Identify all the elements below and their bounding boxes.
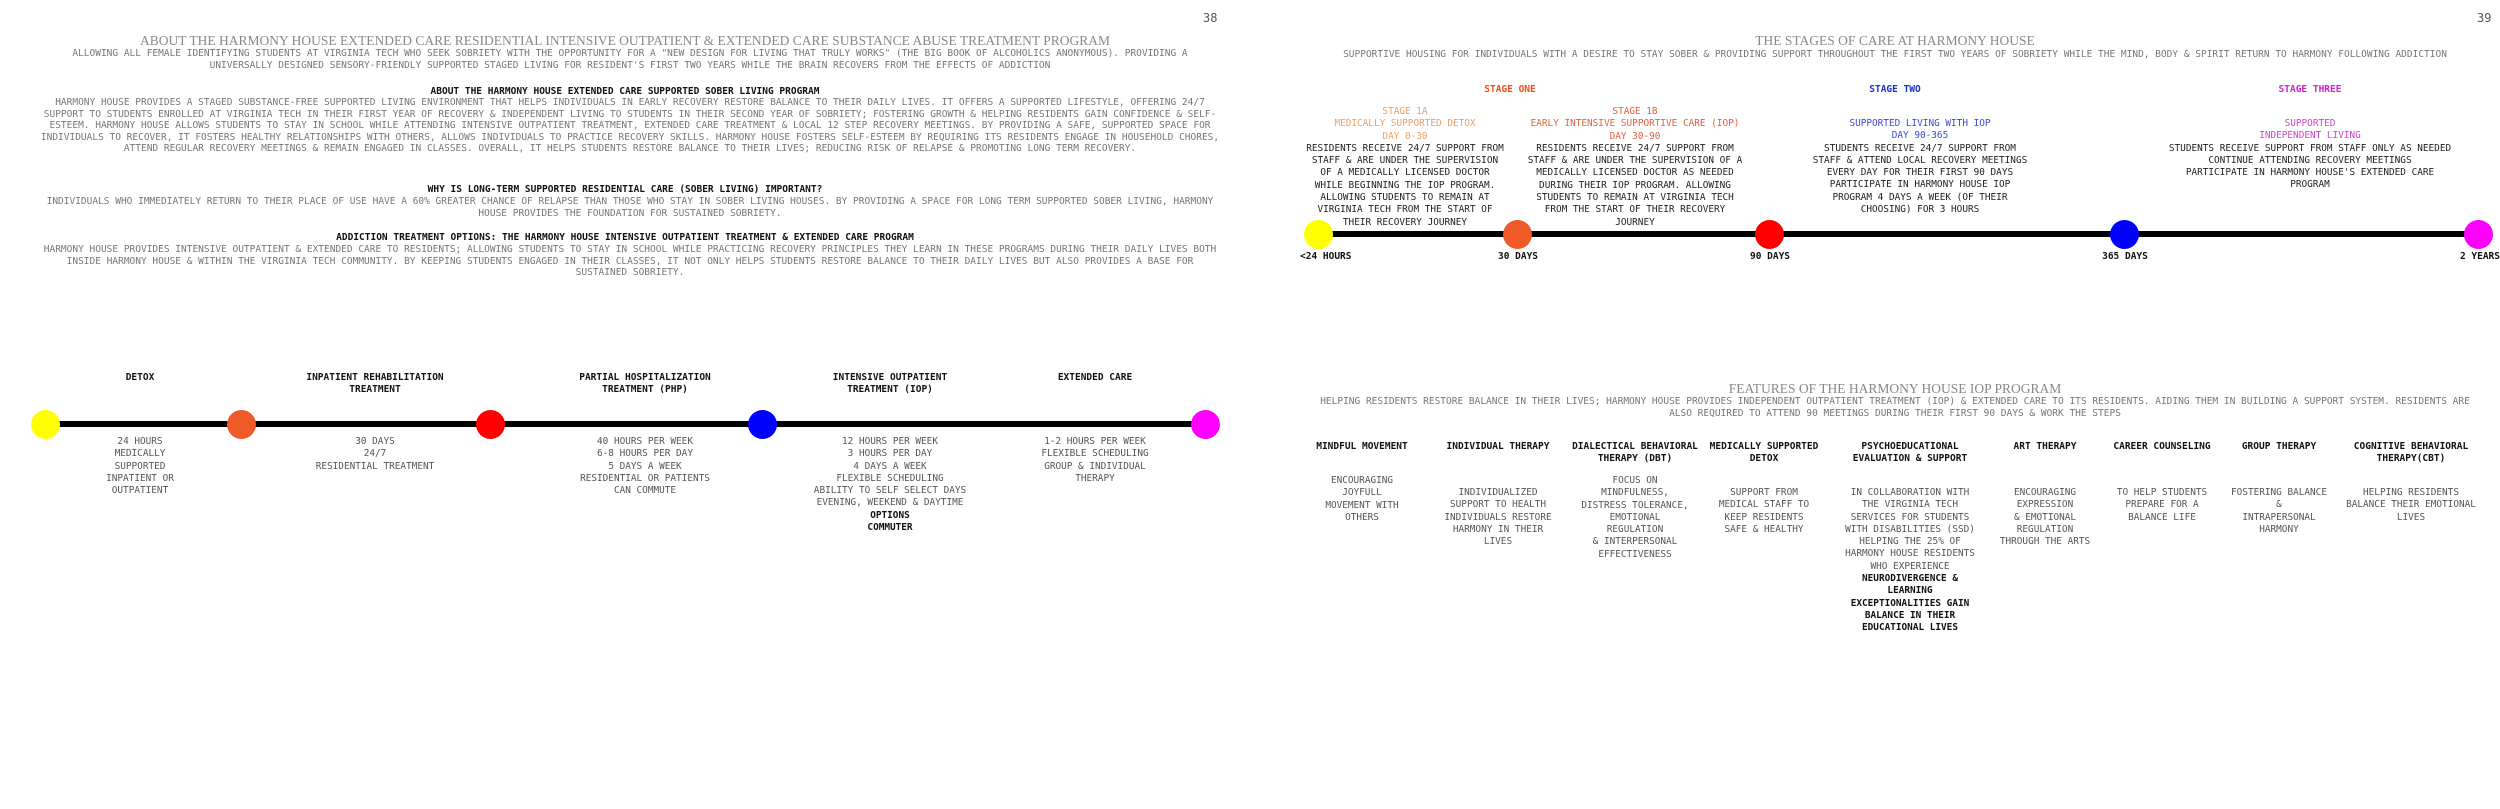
intro-text: ALLOWING ALL FEMALE IDENTIFYING STUDENTS AT VIRGINIA TECH WHO SEEK SOBRIETY WITH THE OPPORTUNITY FOR A "NEW DESIGN FOR LIVING THAT TRULY WORKS" (THE BIG BOOK OF ALCOHOLICS ANONYMOUS). PROVIDING A UNIVERSALLY DESIGNED SENSORY-FRIENDLY SUPPORTED STAGED LIVING FOR RESIDENT'S FIRST TWO YEARS WHILE THE BRAIN RECOVERS FROM THE EFFECTS OF ADDICTION: [72, 48, 1188, 71]
feature-mindful-movement: MINDFUL MOVEMENT ENCOURAGING JOYFULL MOVEMENT WITH OTHERS: [1316, 441, 1408, 523]
timeline-label-php: PARTIAL HOSPITALIZATION TREATMENT (PHP): [579, 372, 711, 395]
feature-psychoeducational: PSYCHOEDUCATIONAL EVALUATION & SUPPORT IN COLLABORATION WITH THE VIRGINIA TECH SERVICES FOR STUDENTS WITH DISABILITIES (SSD) HELPING THE 25% OF HARMONY HOUSE RESIDENTS WHO EXPERIENCE NEURODIVERGENCE & LEARNING EXCEPTIONALITIES GAIN BALANCE IN THEIR EDUCATIONAL LIVES: [1845, 441, 1975, 634]
stages-label-30d: 30 DAYS: [1497, 251, 1539, 262]
features-intro: HELPING RESIDENTS RESTORE BALANCE IN THEIR LIVES; HARMONY HOUSE PROVIDES INDEPENDENT OUTPATIENT TREATMENT (IOP) & EXTENDED CARE TO ITS RESIDENTS. AIDING THEM IN BUILDING A SUPPORT SYSTEM. RESIDENTS ARE ALSO REQUIRED TO ATTEND 90 MEETINGS DURING THEIR FIRST 90 DAYS & WORK THE STEPS: [1320, 396, 2470, 419]
page-title: THE STAGES OF CARE AT HARMONY HOUSE: [1755, 33, 2035, 48]
feature-art-therapy: ART THERAPY ENCOURAGING EXPRESSION & EMOTIONAL REGULATION THROUGH THE ARTS: [1999, 441, 2091, 548]
feature-career-counseling: CAREER COUNSELING TO HELP STUDENTS PREPARE FOR A BALANCE LIFE: [2113, 441, 2211, 523]
timeline-label-iop: INTENSIVE OUTPATIENT TREATMENT (IOP): [832, 372, 948, 395]
stages-dot-30d: [1503, 220, 1532, 249]
timeline-details-extended: 1-2 HOURS PER WEEK FLEXIBLE SCHEDULING GROUP & INDIVIDUAL THERAPY: [1041, 436, 1149, 484]
timeline-details-inpatient: 30 DAYS 24/7 RESIDENTIAL TREATMENT: [315, 436, 435, 472]
timeline-dot-detox: [31, 410, 60, 439]
stages-dot-2y: [2464, 220, 2493, 249]
substage-three: SUPPORTED INDEPENDENT LIVING STUDENTS RECEIVE SUPPORT FROM STAFF ONLY AS NEEDED CONTINUE ATTENDING RECOVERY MEETINGS PARTICIPATE IN HARMONY HOUSE'S EXTENDED CARE PROGRAM: [2168, 118, 2452, 191]
stage-header-two: STAGE TWO: [1869, 84, 1921, 95]
timeline-dot-extended: [1191, 410, 1220, 439]
timeline-details-php: 40 HOURS PER WEEK 6-8 HOURS PER DAY 5 DAYS A WEEK RESIDENTIAL OR PATIENTS CAN COMMUTE: [580, 436, 710, 497]
features-title: FEATURES OF THE HARMONY HOUSE IOP PROGRAM: [1728, 381, 2062, 396]
timeline-line: [46, 421, 1211, 427]
timeline-dot-iop: [748, 410, 777, 439]
stages-label-90d: 90 DAYS: [1749, 251, 1791, 262]
feature-individual-therapy: INDIVIDUAL THERAPY INDIVIDUALIZED SUPPORT TO HEALTH INDIVIDUALS RESTORE HARMONY IN THEIR LIVES: [1444, 441, 1552, 548]
section-body-options: HARMONY HOUSE PROVIDES INTENSIVE OUTPATIENT & EXTENDED CARE TO RESIDENTS; ALLOWING STUDENTS TO STAY IN SCHOOL WHILE PRACTICING RECOVERY PRINCIPLES THEY LEARN IN THESE PROGRAMS DURING THEIR DAILY LIVES BOTH INSIDE HARMONY HOUSE & WITHIN THE VIRGINIA TECH COMMUNITY. BY KEEPING STUDENTS ENGAGED IN THEIR CLASSES, IT NOT ONLY HELPS STUDENTS RESTORE BALANCE TO THEIR DAILY LIVES BUT ALSO PROVIDES A BASE FOR SUSTAINED SOBRIETY.: [43, 244, 1217, 278]
stage-header-three: STAGE THREE: [2278, 84, 2342, 95]
section-body-why: INDIVIDUALS WHO IMMEDIATELY RETURN TO THEIR PLACE OF USE HAVE A 60% GREATER CHANCE OF RELAPSE THAN THOSE WHO STAY IN SOBER LIVING HOUSES. BY PROVIDING A SPACE FOR LONG TERM SUPPORTED SOBER LIVING, HARMONY HOUSE PROVIDES THE FOUNDATION FOR SUSTAINED SOBRIETY.: [46, 196, 1214, 219]
timeline-details-detox: 24 HOURS MEDICALLY SUPPORTED INPATIENT OR OUTPATIENT: [106, 436, 174, 497]
stage-header-one: STAGE ONE: [1484, 84, 1536, 95]
substage-1b: STAGE 1B EARLY INTENSIVE SUPPORTIVE CARE (IOP) DAY 30-90 RESIDENTS RECEIVE 24/7 SUPPORT FROM STAFF & ARE UNDER THE SUPERVISION OF A MEDICALLY LICENSED DOCTOR AS NEEDED DURING THEIR IOP PROGRAM. ALLOWING STUDENTS TO REMAIN AT VIRGINIA TECH FROM THE START OF THEIR RECOVERY JOURNEY: [1527, 106, 1743, 228]
timeline-label-inpatient: INPATIENT REHABILITATION TREATMENT: [306, 372, 444, 395]
section-body-about: HARMONY HOUSE PROVIDES A STAGED SUBSTANCE-FREE SUPPORTED LIVING ENVIRONMENT THAT HELPS INDIVIDUALS IN EARLY RECOVERY RESTORE BALANCE TO THEIR DAILY LIVES. IT OFFERS A SUPPORTED LIFESTYLE, OFFERING 24/7 SUPPORT TO STUDENTS ENROLLED AT VIRGINIA TECH IN THEIR FIRST YEAR OF RECOVERY & INDEPENDENT LIVING TO STUDENTS IN THEIR SECOND YEAR OF SOBRIETY; FOSTERING GROWTH & HELPING RESIDENTS GAIN CONFIDENCE & SELF-ESTEEM. HARMONY HOUSE ALLOWS STUDENTS TO STAY IN SCHOOL WHILE ATTENDING INTENSIVE OUTPATIENT TREATMENT, EXTENDED CARE TREATMENT & LOCAL 12 STEP RECOVERY MEETINGS. BY PROVIDING A SAFE, SUPPORTED SPACE FOR INDIVIDUALS TO RECOVER, IT FOSTERS HEALTHY RELATIONSHIPS WITH OTHERS, ALLOWS INDIVIDUALS TO PRACTICE RECOVERY SKILLS. HARMONY HOUSE FOSTERS SELF-ESTEEM BY REQUIRING ITS RESIDENTS ENGAGE IN HOUSEHOLD CHORES, ATTEND REGULAR RECOVERY MEETINGS & REMAIN ENGAGED IN CLASSES. OVERALL, IT HELPS STUDENTS RESTORE BALANCE TO THEIR LIVES; REDUCING RISK OF RELAPSE & PROMOTING LONG TERM RECOVERY.: [40, 97, 1220, 154]
stages-dot-24h: [1304, 220, 1333, 249]
timeline-label-extended: EXTENDED CARE: [1057, 372, 1133, 383]
section-heading-why: WHY IS LONG-TERM SUPPORTED RESIDENTIAL CARE (SOBER LIVING) IMPORTANT?: [427, 184, 823, 195]
substage-1a: STAGE 1A MEDICALLY SUPPORTED DETOX DAY 0-30 RESIDENTS RECEIVE 24/7 SUPPORT FROM STAFF & ARE UNDER THE SUPERVISION OF A MEDICALLY LICENSED DOCTOR WHILE BEGINNING THE IOP PROGRAM. ALLOWING STUDENTS TO REMAIN AT VIRGINIA TECH FROM THE START OF THEIR RECOVERY JOURNEY: [1306, 106, 1504, 228]
feature-dbt: DIALECTICAL BEHAVIORAL THERAPY (DBT) FOCUS ON MINDFULNESS, DISTRESS TOLERANCE, EMOTIONAL REGULATION & INTERPERSONAL EFFECTIVENESS: [1572, 441, 1698, 560]
page-number: 39: [2477, 11, 2492, 25]
stages-dot-365d: [2110, 220, 2139, 249]
page-title: ABOUT THE HARMONY HOUSE EXTENDED CARE RESIDENTIAL INTENSIVE OUTPATIENT & EXTENDED CARE SUBSTANCE ABUSE TREATMENT PROGRAM: [139, 33, 1111, 48]
timeline-label-detox: DETOX: [125, 372, 155, 383]
substage-two: SUPPORTED LIVING WITH IOP DAY 90-365 STUDENTS RECEIVE 24/7 SUPPORT FROM STAFF & ATTEND LOCAL RECOVERY MEETINGS EVERY DAY FOR THEIR FIRST 90 DAYS PARTICIPATE IN HARMONY HOUSE IOP PROGRAM 4 DAYS A WEEK (OF THEIR CHOOSING) FOR 3 HOURS: [1812, 118, 2028, 216]
feature-cbt: COGNITIVE BEHAVIORAL THERAPY(CBT) HELPING RESIDENTS BALANCE THEIR EMOTIONAL LIVES: [2346, 441, 2476, 523]
stages-timeline-line: [1318, 231, 2478, 237]
page-number: 38: [1203, 11, 1218, 25]
section-heading-options: ADDICTION TREATMENT OPTIONS: THE HARMONY HOUSE INTENSIVE OUTPATIENT TREATMENT & EXTENDED CARE PROGRAM: [336, 232, 914, 243]
stages-label-24h: <24 HOURS: [1300, 251, 1352, 262]
timeline-details-iop: 12 HOURS PER WEEK 3 HOURS PER DAY 4 DAYS A WEEK FLEXIBLE SCHEDULING ABILITY TO SELF SELECT DAYS EVENING, WEEKEND & DAYTIME OPTIONS COMMUTER: [813, 436, 967, 534]
feature-medically-supported-detox: MEDICALLY SUPPORTED DETOX SUPPORT FROM MEDICAL STAFF TO KEEP RESIDENTS SAFE & HEALTHY: [1709, 441, 1819, 535]
section-heading-about: ABOUT THE HARMONY HOUSE EXTENDED CARE SUPPORTED SOBER LIVING PROGRAM: [430, 86, 820, 97]
feature-group-therapy: GROUP THERAPY FOSTERING BALANCE & INTRAPERSONAL HARMONY: [2231, 441, 2327, 535]
timeline-dot-inpatient: [227, 410, 256, 439]
intro-text: SUPPORTIVE HOUSING FOR INDIVIDUALS WITH A DESIRE TO STAY SOBER & PROVIDING SUPPORT THROUGHOUT THE FIRST TWO YEARS OF SOBRIETY WHILE THE MIND, BODY & SPIRIT RETURN TO HARMONY FOLLOWING ADDICTION: [1343, 49, 2447, 60]
stages-label-365d: 365 DAYS: [2102, 251, 2148, 262]
stages-label-2y: 2 YEARS: [2459, 251, 2500, 262]
stages-dot-90d: [1755, 220, 1784, 249]
timeline-dot-php: [476, 410, 505, 439]
